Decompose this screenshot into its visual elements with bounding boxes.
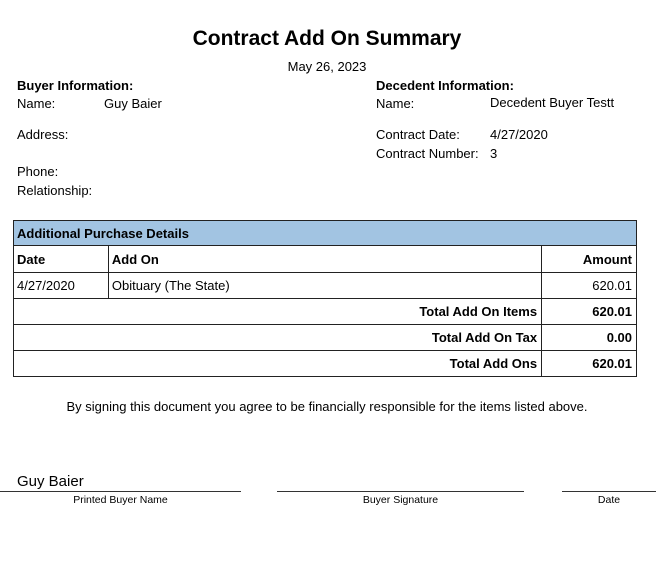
decedent-info-heading: Decedent Information: bbox=[376, 78, 514, 93]
buyer-name-label: Name: bbox=[17, 96, 56, 111]
row-add-on: Obituary (The State) bbox=[108, 273, 541, 299]
table-banner: Additional Purchase Details bbox=[14, 221, 637, 246]
total-add-ons-row bbox=[14, 351, 637, 377]
printed-name-line bbox=[0, 491, 241, 492]
total-tax-row bbox=[14, 325, 637, 351]
signature-line[interactable] bbox=[277, 491, 524, 492]
total-items-label: Total Add On Items bbox=[14, 299, 542, 325]
total-add-ons-label: Total Add Ons bbox=[14, 351, 542, 377]
buyer-phone-label: Phone: bbox=[17, 164, 59, 179]
document-title: Contract Add On Summary bbox=[192, 27, 462, 50]
printed-buyer-name: Guy Baier bbox=[17, 473, 84, 490]
total-add-ons-amount: 620.01 bbox=[542, 351, 637, 377]
contract-date-label: Contract Date: bbox=[376, 127, 460, 142]
buyer-info-heading: Buyer Information: bbox=[17, 78, 134, 93]
total-items-row bbox=[14, 299, 637, 325]
decedent-name-value: Decedent Buyer Testt bbox=[490, 95, 615, 110]
date-line[interactable] bbox=[562, 491, 656, 492]
table-row bbox=[14, 273, 637, 299]
printed-name-caption: Printed Buyer Name bbox=[73, 494, 168, 506]
purchase-details-table bbox=[13, 220, 637, 377]
buyer-relationship-label: Relationship: bbox=[17, 183, 93, 198]
contract-date-value: 4/27/2020 bbox=[490, 127, 548, 142]
document-date: May 26, 2023 bbox=[287, 59, 367, 74]
decedent-name-label: Name: bbox=[376, 96, 415, 111]
agreement-statement: By signing this document you agree to be financially responsible for the items listed above. bbox=[66, 399, 588, 414]
buyer-name-value: Guy Baier bbox=[104, 96, 162, 111]
signature-caption: Buyer Signature bbox=[362, 494, 439, 506]
row-date: 4/27/2020 bbox=[14, 273, 109, 299]
contract-number-label: Contract Number: bbox=[376, 146, 479, 161]
column-header-date: Date bbox=[14, 246, 109, 273]
row-amount: 620.01 bbox=[542, 273, 637, 299]
total-tax-amount: 0.00 bbox=[542, 325, 637, 351]
date-caption: Date bbox=[597, 494, 621, 506]
table-header-row bbox=[14, 246, 637, 273]
total-items-amount: 620.01 bbox=[542, 299, 637, 325]
total-tax-label: Total Add On Tax bbox=[14, 325, 542, 351]
table-banner-row bbox=[14, 221, 637, 246]
contract-number-value: 3 bbox=[490, 146, 498, 161]
column-header-amount: Amount bbox=[542, 246, 637, 273]
buyer-address-label: Address: bbox=[17, 127, 69, 142]
column-header-add-on: Add On bbox=[108, 246, 541, 273]
